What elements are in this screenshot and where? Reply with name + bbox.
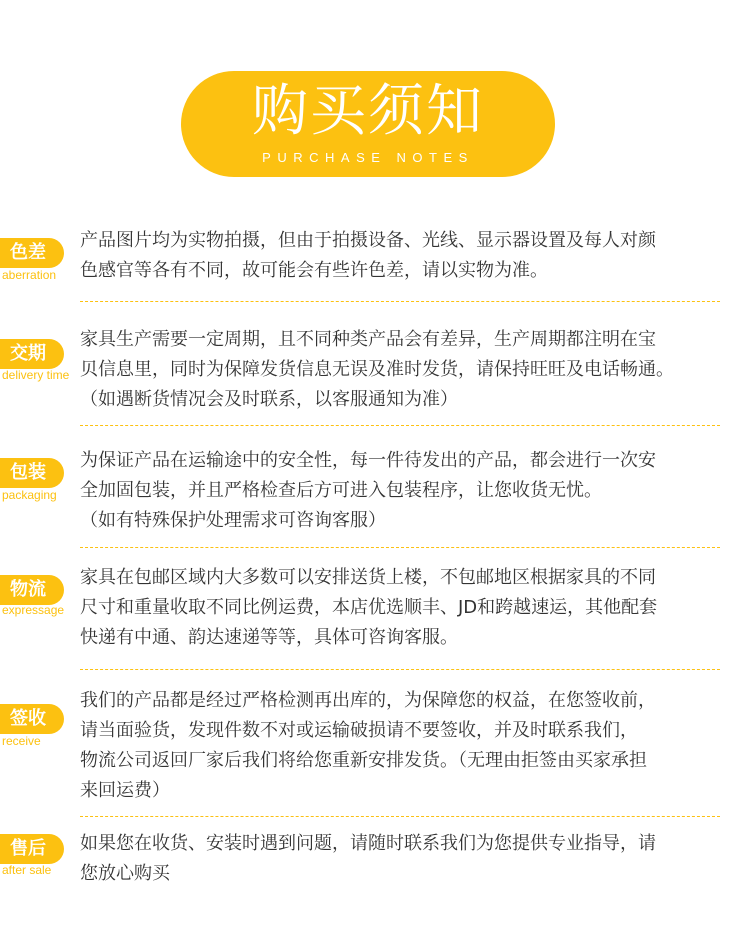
section-line: 快递有中通、韵达速递等等，具体可咨询客服。 (80, 627, 458, 648)
section-tag-en-after-sale: after sale (2, 863, 52, 877)
section-text-packaging (80, 446, 730, 536)
section-text-after-sale (80, 829, 730, 889)
dashed-divider (80, 425, 720, 426)
section-line: 请当面验货，发现件数不对或运输破损请不要签收，并及时联系我们， (80, 720, 638, 741)
page-subtitle: PURCHASE NOTES (262, 150, 474, 165)
page-title: 购买须知 (252, 79, 484, 144)
section-tag-delivery: 交期 (0, 339, 64, 369)
section-tag-aberration: 色差 (0, 238, 64, 268)
section-line: 家具在包邮区域内大多数可以安排送货上楼，不包邮地区根据家具的不同 (80, 567, 656, 588)
section-text-expressage (80, 563, 730, 653)
section-line: （如遇断货情况会及时联系，以客服通知为准） (80, 389, 458, 410)
section-text-receive (80, 686, 730, 806)
section-tag-en-delivery: delivery time (2, 368, 70, 382)
section-tag-en-packaging: packaging (2, 488, 57, 502)
dashed-divider (80, 816, 720, 817)
purchase-notes-banner (181, 71, 555, 177)
section-line: 色感官等各有不同，故可能会有些许色差，请以实物为准。 (80, 260, 548, 281)
section-tag-expressage: 物流 (0, 575, 64, 605)
section-line: 产品图片均为实物拍摄，但由于拍摄设备、光线、显示器设置及每人对颜 (80, 230, 656, 251)
section-tag-packaging: 包装 (0, 458, 64, 488)
section-line: 为保证产品在运输途中的安全性，每一件待发出的产品，都会进行一次安 (80, 450, 656, 471)
section-line: 全加固包装，并且严格检查后方可进入包装程序，让您收货无忧。 (80, 480, 602, 501)
section-text-delivery (80, 325, 730, 415)
section-line: （如有特殊保护处理需求可咨询客服） (80, 510, 386, 531)
section-tag-receive: 签收 (0, 704, 64, 734)
section-line: 尺寸和重量收取不同比例运费，本店优选顺丰、JD和跨越速运，其他配套 (80, 597, 658, 618)
section-tag-en-receive: receive (2, 734, 41, 748)
dashed-divider (80, 669, 720, 670)
section-line: 家具生产需要一定周期，且不同种类产品会有差异，生产周期都注明在宝 (80, 329, 656, 350)
dashed-divider (80, 301, 720, 302)
section-line: 物流公司返回厂家后我们将给您重新安排发货。（无理由拒签由买家承担 (80, 750, 647, 771)
section-tag-after-sale: 售后 (0, 834, 64, 864)
section-line: 来回运费） (80, 780, 170, 801)
section-line: 您放心购买 (80, 863, 170, 884)
section-line: 如果您在收货、安装时遇到问题，请随时联系我们为您提供专业指导，请 (80, 833, 656, 854)
section-line: 我们的产品都是经过严格检测再出库的，为保障您的权益，在您签收前， (80, 690, 656, 711)
dashed-divider (80, 547, 720, 548)
section-tag-en-aberration: aberration (2, 268, 57, 282)
section-tag-en-expressage: expressage (2, 603, 65, 617)
section-line: 贝信息里，同时为保障发货信息无误及准时发货，请保持旺旺及电话畅通。 (80, 359, 674, 380)
section-text-aberration (80, 226, 730, 286)
